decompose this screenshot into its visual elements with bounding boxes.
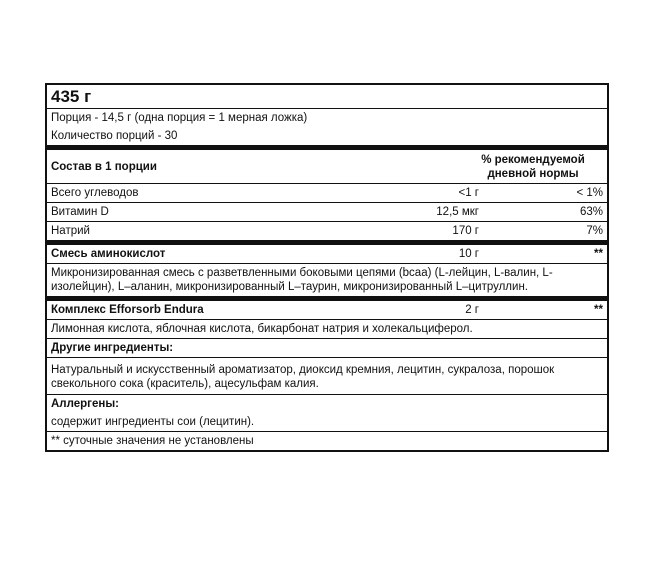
effersorb-name: Комплекс Efforsorb Endura <box>51 304 204 316</box>
daily-value-header: % рекомендуемой дневной нормы <box>481 154 585 180</box>
effersorb-row <box>47 301 607 320</box>
nutrient-amount: 170 г <box>452 225 479 237</box>
nutrient-row-sodium <box>47 222 607 245</box>
allergens-text: содержит ингредиенты сои (лецитин). <box>47 413 607 432</box>
nutrient-dv: < 1% <box>576 187 603 199</box>
effersorb-dv: ** <box>594 304 603 316</box>
effersorb-description: Лимонная кислота, яблочная кислота, бикарбонат натрия и холекальциферол. <box>47 320 607 339</box>
composition-header-row <box>47 150 607 184</box>
nutrient-amount: <1 г <box>458 187 479 199</box>
footnote: ** суточные значения не установлены <box>51 435 254 447</box>
allergens-title: Аллергены: <box>51 398 119 410</box>
amino-blend-amount: 10 г <box>458 248 479 260</box>
package-weight: 435 г <box>47 85 607 109</box>
other-ingredients-text: Натуральный и искусственный ароматизатор, диоксид кремния, лецитин, сукралоза, порошок свекольного сока (краситель), ацесульфам калия. <box>47 358 607 395</box>
nutrient-name: Всего углеводов <box>51 187 139 199</box>
nutrient-amount: 12,5 мкг <box>436 206 479 218</box>
nutrient-dv: 63% <box>579 206 603 218</box>
nutrient-row-carbs <box>47 184 607 203</box>
serving-size: Порция - 14,5 г (одна порция = 1 мерная ложка) <box>51 112 308 124</box>
effersorb-amount: 2 г <box>465 304 479 316</box>
amino-blend-dv: ** <box>594 248 603 260</box>
nutrient-row-vitamin-d <box>47 203 607 222</box>
supplement-facts-panel <box>45 83 609 452</box>
servings-count: Количество порций - 30 <box>47 127 607 150</box>
amino-blend-row <box>47 245 607 264</box>
other-ingredients-title: Другие ингредиенты: <box>47 339 607 358</box>
amino-blend-name: Смесь аминокислот <box>51 248 166 260</box>
nutrient-name: Натрий <box>51 225 90 237</box>
composition-header: Состав в 1 порции <box>51 161 157 173</box>
nutrient-name: Витамин D <box>51 206 109 218</box>
amino-blend-description: Микронизированная смесь с разветвленными боковыми цепями (bcaa) (L-лейцин, L-валин, L-изолейцин), L–аланин, микронизированный L–таурин, микронизированный L–цитруллин. <box>47 264 607 301</box>
nutrient-dv: 7% <box>586 225 603 237</box>
